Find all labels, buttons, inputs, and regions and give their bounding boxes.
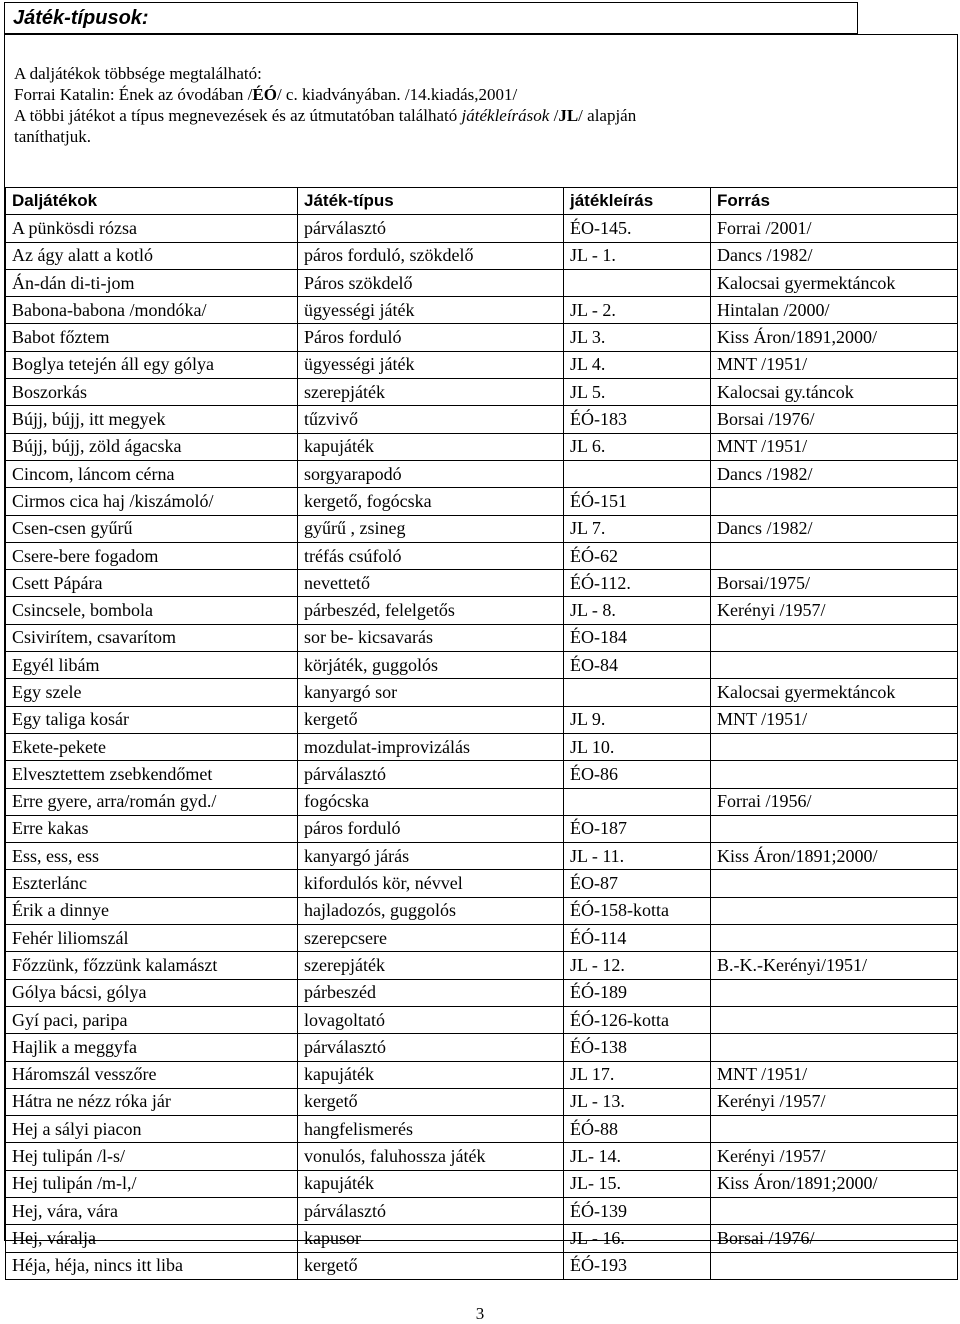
cell-source <box>711 1197 958 1224</box>
intro-text <box>14 63 914 147</box>
cell-source: B.-K.-Kerényi/1951/ <box>711 952 958 979</box>
table-row <box>6 706 958 733</box>
cell-song: Csivirítem, csavarítom <box>6 624 298 651</box>
cell-source <box>711 870 958 897</box>
cell-game-type: mozdulat-improvizálás <box>298 733 564 760</box>
cell-description: JL - 16. <box>564 1225 711 1252</box>
cell-source: MNT /1951/ <box>711 351 958 378</box>
cell-description: ÉÓ-112. <box>564 570 711 597</box>
cell-song: Héja, héja, nincs itt liba <box>6 1252 298 1279</box>
cell-source <box>711 488 958 515</box>
cell-game-type: hajladozós, guggolós <box>298 897 564 924</box>
cell-game-type: körjáték, guggolós <box>298 652 564 679</box>
cell-song: Egyél libám <box>6 652 298 679</box>
table-row <box>6 242 958 269</box>
cell-song: Erre gyere, arra/román gyd./ <box>6 788 298 815</box>
cell-song: Csett Pápára <box>6 570 298 597</box>
cell-game-type: sor be- kicsavarás <box>298 624 564 651</box>
table-row <box>6 1116 958 1143</box>
table-row <box>6 542 958 569</box>
cell-description: ÉÓ-126-kotta <box>564 1006 711 1033</box>
cell-song: Elvesztettem zsebkendőmet <box>6 761 298 788</box>
cell-description: JL 10. <box>564 733 711 760</box>
table-row <box>6 215 958 242</box>
cell-source <box>711 815 958 842</box>
table-row <box>6 870 958 897</box>
cell-source: Kalocsai gy.táncok <box>711 379 958 406</box>
cell-song: Hátra ne nézz róka jár <box>6 1088 298 1115</box>
header-forras: Forrás <box>711 188 958 215</box>
cell-source <box>711 624 958 651</box>
cell-description: ÉO-84 <box>564 652 711 679</box>
table-row <box>6 1225 958 1252</box>
header-jatek-tipus: Játék-típus <box>298 188 564 215</box>
cell-description: ÉÓ-183 <box>564 406 711 433</box>
cell-source <box>711 1034 958 1061</box>
table-row <box>6 624 958 651</box>
cell-game-type: kergető <box>298 1088 564 1115</box>
cell-description: ÉO-87 <box>564 870 711 897</box>
cell-game-type: párválasztó <box>298 215 564 242</box>
cell-game-type: szerepcsere <box>298 925 564 952</box>
cell-source: MNT /1951/ <box>711 706 958 733</box>
cell-song: Ekete-pekete <box>6 733 298 760</box>
table-row <box>6 733 958 760</box>
table-row <box>6 1061 958 1088</box>
cell-song: Csen-csen gyűrű <box>6 515 298 542</box>
cell-game-type: kanyargó sor <box>298 679 564 706</box>
table-row <box>6 1088 958 1115</box>
cell-song: Főzzünk, főzzünk kalamászt <box>6 952 298 979</box>
intro-line-3: A többi játékot a típus megnevezések és az útmutatóban található játékleírások /JL/ alapján <box>14 106 637 125</box>
cell-description: JL- 15. <box>564 1170 711 1197</box>
table-row <box>6 761 958 788</box>
cell-song: Fehér liliomszál <box>6 925 298 952</box>
cell-source: Kalocsai gyermektáncok <box>711 269 958 296</box>
cell-song: Hej tulipán /l-s/ <box>6 1143 298 1170</box>
table-row <box>6 1252 958 1279</box>
cell-source <box>711 652 958 679</box>
cell-source <box>711 897 958 924</box>
cell-source <box>711 1116 958 1143</box>
cell-game-type: gyűrű , zsineg <box>298 515 564 542</box>
cell-description <box>564 269 711 296</box>
cell-song: Cirmos cica haj /kiszámoló/ <box>6 488 298 515</box>
cell-description: ÉÓ-138 <box>564 1034 711 1061</box>
cell-song: Az ágy alatt a kotló <box>6 242 298 269</box>
cell-description: ÉO-187 <box>564 815 711 842</box>
cell-song: Gólya bácsi, gólya <box>6 979 298 1006</box>
table-row <box>6 488 958 515</box>
cell-source <box>711 1006 958 1033</box>
cell-description: ÉO-145. <box>564 215 711 242</box>
cell-game-type: páros forduló, szökdelő <box>298 242 564 269</box>
cell-song: Bújj, bújj, itt megyek <box>6 406 298 433</box>
cell-song: Érik a dinnye <box>6 897 298 924</box>
cell-description: ÉO-86 <box>564 761 711 788</box>
cell-source: Dancs /1982/ <box>711 242 958 269</box>
cell-song: Hej a sályi piacon <box>6 1116 298 1143</box>
cell-game-type: kapujáték <box>298 433 564 460</box>
cell-song: Gyí paci, paripa <box>6 1006 298 1033</box>
cell-description: ÉÓ-62 <box>564 542 711 569</box>
page-title: Játék-típusok: <box>4 2 858 34</box>
cell-description: JL - 11. <box>564 843 711 870</box>
cell-description: JL 4. <box>564 351 711 378</box>
cell-game-type: vonulós, faluhossza játék <box>298 1143 564 1170</box>
cell-source: MNT /1951/ <box>711 433 958 460</box>
cell-description: JL - 1. <box>564 242 711 269</box>
cell-source <box>711 979 958 1006</box>
cell-source: Borsai /1976/ <box>711 1225 958 1252</box>
cell-game-type: párválasztó <box>298 1034 564 1061</box>
table-row <box>6 979 958 1006</box>
cell-song: Babona-babona /mondóka/ <box>6 297 298 324</box>
table-row <box>6 843 958 870</box>
table-row <box>6 460 958 487</box>
cell-description: ÉÓ-158-kotta <box>564 897 711 924</box>
table-row <box>6 1034 958 1061</box>
table-row <box>6 433 958 460</box>
cell-source: Kerényi /1957/ <box>711 1088 958 1115</box>
cell-game-type: kanyargó járás <box>298 843 564 870</box>
cell-song: Cincom, láncom cérna <box>6 460 298 487</box>
cell-song: Án-dán di-ti-jom <box>6 269 298 296</box>
cell-game-type: kifordulós kör, névvel <box>298 870 564 897</box>
cell-game-type: párválasztó <box>298 1197 564 1224</box>
table-row <box>6 297 958 324</box>
cell-game-type: tréfás csúfoló <box>298 542 564 569</box>
cell-description: JL - 13. <box>564 1088 711 1115</box>
cell-song: Egy taliga kosár <box>6 706 298 733</box>
cell-song: Háromszál vesszőre <box>6 1061 298 1088</box>
intro-line-2: Forrai Katalin: Ének az óvodában /ÉÓ/ c. kiadványában. /14.kiadás,2001/ <box>14 85 518 104</box>
cell-source <box>711 733 958 760</box>
cell-source: Kiss Áron/1891,2000/ <box>711 324 958 351</box>
cell-description: ÉÓ-88 <box>564 1116 711 1143</box>
cell-source: Kerényi /1957/ <box>711 1143 958 1170</box>
cell-description: JL - 8. <box>564 597 711 624</box>
cell-source: Forrai /2001/ <box>711 215 958 242</box>
cell-song: Boszorkás <box>6 379 298 406</box>
cell-game-type: szerepjáték <box>298 379 564 406</box>
table-row <box>6 897 958 924</box>
cell-description: ÉÓ-151 <box>564 488 711 515</box>
cell-description: JL 9. <box>564 706 711 733</box>
cell-description <box>564 460 711 487</box>
cell-source <box>711 1252 958 1279</box>
cell-game-type: kergető <box>298 1252 564 1279</box>
cell-game-type: párbeszéd <box>298 979 564 1006</box>
table-row <box>6 269 958 296</box>
table-header-row <box>6 188 958 215</box>
cell-game-type: fogócska <box>298 788 564 815</box>
cell-game-type: sorgyarapodó <box>298 460 564 487</box>
cell-song: Csincsele, bombola <box>6 597 298 624</box>
table-row <box>6 1197 958 1224</box>
table-row <box>6 815 958 842</box>
table-row <box>6 351 958 378</box>
cell-source <box>711 761 958 788</box>
cell-song: Hej, váralja <box>6 1225 298 1252</box>
cell-song: Babot főztem <box>6 324 298 351</box>
cell-source: Kalocsai gyermektáncok <box>711 679 958 706</box>
cell-source: Borsai /1976/ <box>711 406 958 433</box>
cell-source: Hintalan /2000/ <box>711 297 958 324</box>
header-daljatekok: Daljátékok <box>6 188 298 215</box>
cell-song: Csere-bere fogadom <box>6 542 298 569</box>
cell-game-type: tűzvivő <box>298 406 564 433</box>
cell-source: Kerényi /1957/ <box>711 597 958 624</box>
cell-song: Erre kakas <box>6 815 298 842</box>
cell-game-type: Páros szökdelő <box>298 269 564 296</box>
cell-source: MNT /1951/ <box>711 1061 958 1088</box>
cell-game-type: ügyességi játék <box>298 297 564 324</box>
table-row <box>6 952 958 979</box>
table-row <box>6 570 958 597</box>
table-row <box>6 597 958 624</box>
cell-description <box>564 788 711 815</box>
cell-source: Kiss Áron/1891;2000/ <box>711 1170 958 1197</box>
cell-description: JL 17. <box>564 1061 711 1088</box>
cell-source: Dancs /1982/ <box>711 460 958 487</box>
cell-game-type: lovagoltató <box>298 1006 564 1033</box>
cell-song: Hej, vára, vára <box>6 1197 298 1224</box>
cell-description: JL - 12. <box>564 952 711 979</box>
table-row <box>6 679 958 706</box>
intro-line-1: A daljátékok többsége megtalálható: <box>14 64 262 83</box>
header-jatekleiras: játékleírás <box>564 188 711 215</box>
cell-song: Bújj, bújj, zöld ágacska <box>6 433 298 460</box>
cell-game-type: Páros forduló <box>298 324 564 351</box>
table-row <box>6 652 958 679</box>
cell-game-type: ügyességi játék <box>298 351 564 378</box>
cell-game-type: kapusor <box>298 1225 564 1252</box>
cell-description: JL 6. <box>564 433 711 460</box>
cell-source: Forrai /1956/ <box>711 788 958 815</box>
cell-game-type: párbeszéd, felelgetős <box>298 597 564 624</box>
table-body <box>6 215 958 1280</box>
cell-description: ÉÓ-114 <box>564 925 711 952</box>
cell-game-type: hangfelismerés <box>298 1116 564 1143</box>
page-number: 3 <box>475 1304 485 1323</box>
cell-description: JL - 2. <box>564 297 711 324</box>
cell-song: Egy szele <box>6 679 298 706</box>
table-row <box>6 515 958 542</box>
cell-description: ÉÓ-193 <box>564 1252 711 1279</box>
table-row <box>6 379 958 406</box>
table-row <box>6 406 958 433</box>
cell-description: JL 5. <box>564 379 711 406</box>
cell-song: A pünkösdi rózsa <box>6 215 298 242</box>
cell-source: Borsai/1975/ <box>711 570 958 597</box>
table-row <box>6 788 958 815</box>
cell-description: JL 7. <box>564 515 711 542</box>
intro-line-4: taníthatjuk. <box>14 127 91 146</box>
cell-description: ÉÓ-139 <box>564 1197 711 1224</box>
table-row <box>6 925 958 952</box>
cell-song: Ess, ess, ess <box>6 843 298 870</box>
cell-song: Hej tulipán /m-l,/ <box>6 1170 298 1197</box>
cell-description: ÉO-184 <box>564 624 711 651</box>
cell-description: JL- 14. <box>564 1143 711 1170</box>
cell-source <box>711 542 958 569</box>
cell-game-type: kapujáték <box>298 1061 564 1088</box>
cell-description: JL 3. <box>564 324 711 351</box>
cell-description: ÉÓ-189 <box>564 979 711 1006</box>
cell-game-type: kergető, fogócska <box>298 488 564 515</box>
games-table <box>5 187 958 1280</box>
cell-description <box>564 679 711 706</box>
cell-game-type: szerepjáték <box>298 952 564 979</box>
cell-song: Hajlik a meggyfa <box>6 1034 298 1061</box>
cell-source: Kiss Áron/1891;2000/ <box>711 843 958 870</box>
cell-source: Dancs /1982/ <box>711 515 958 542</box>
cell-game-type: kapujáték <box>298 1170 564 1197</box>
cell-song: Eszterlánc <box>6 870 298 897</box>
cell-source <box>711 925 958 952</box>
table-row <box>6 1170 958 1197</box>
table-row <box>6 324 958 351</box>
table-row <box>6 1143 958 1170</box>
cell-game-type: kergető <box>298 706 564 733</box>
cell-game-type: nevettető <box>298 570 564 597</box>
cell-game-type: párválasztó <box>298 761 564 788</box>
table-row <box>6 1006 958 1033</box>
cell-song: Boglya tetején áll egy gólya <box>6 351 298 378</box>
cell-game-type: páros forduló <box>298 815 564 842</box>
